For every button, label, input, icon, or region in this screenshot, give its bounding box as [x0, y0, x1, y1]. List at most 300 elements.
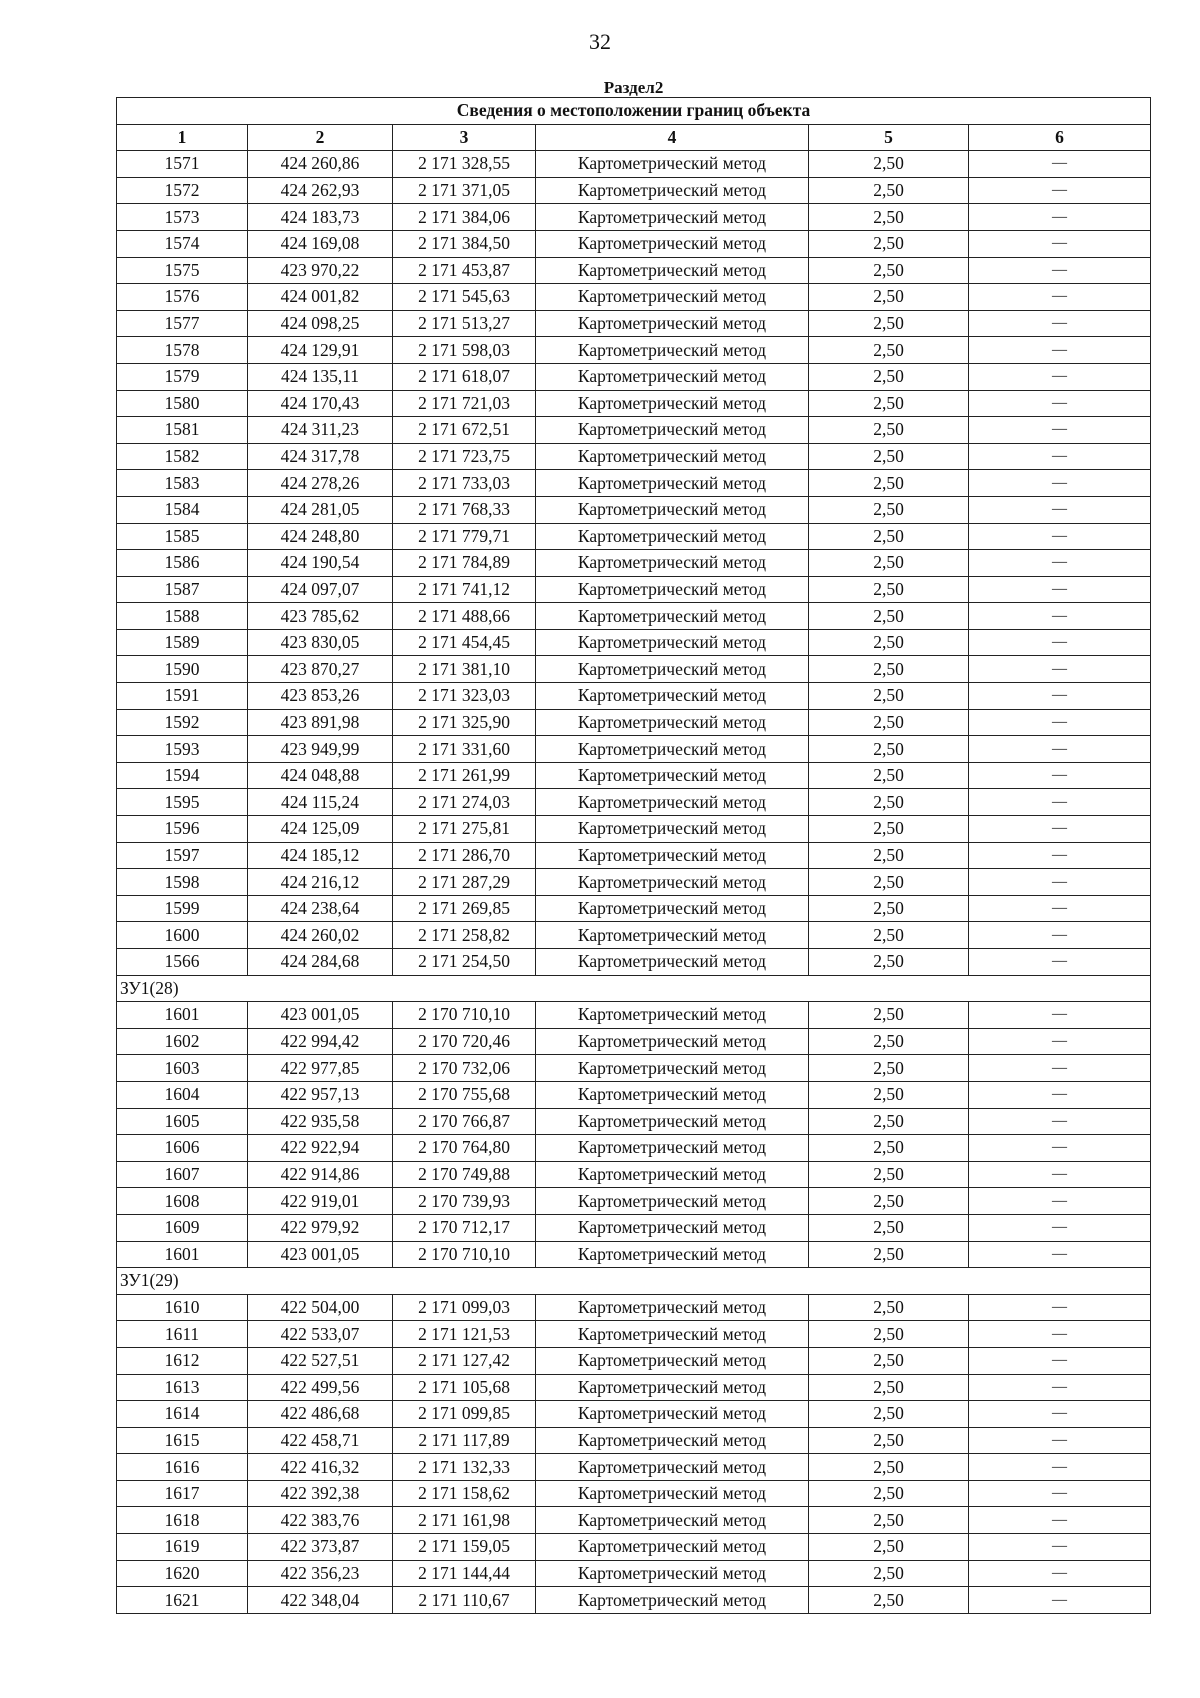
point-number-cell: 1584: [117, 496, 248, 523]
description-cell: —: [969, 1587, 1151, 1614]
description-cell: —: [969, 869, 1151, 896]
x-coordinate-cell: 424 001,82: [248, 284, 393, 311]
accuracy-cell: 2,50: [809, 470, 969, 497]
method-cell: Картометрический метод: [536, 1427, 809, 1454]
table-row: [117, 1347, 1151, 1374]
y-coordinate-cell: 2 171 453,87: [393, 257, 536, 284]
y-coordinate-cell: 2 171 733,03: [393, 470, 536, 497]
method-cell: Картометрический метод: [536, 417, 809, 444]
point-number-cell: 1588: [117, 603, 248, 630]
accuracy-cell: 2,50: [809, 363, 969, 390]
table-row: [117, 177, 1151, 204]
y-coordinate-cell: 2 171 117,89: [393, 1427, 536, 1454]
description-cell: —: [969, 257, 1151, 284]
x-coordinate-cell: 424 183,73: [248, 204, 393, 231]
x-coordinate-cell: 424 190,54: [248, 550, 393, 577]
description-cell: —: [969, 417, 1151, 444]
table-row: [117, 949, 1151, 976]
method-cell: Картометрический метод: [536, 683, 809, 710]
description-cell: —: [969, 1081, 1151, 1108]
description-cell: —: [969, 337, 1151, 364]
method-cell: Картометрический метод: [536, 1161, 809, 1188]
table-row: [117, 204, 1151, 231]
table-row: [117, 417, 1151, 444]
table-row: [117, 496, 1151, 523]
method-cell: Картометрический метод: [536, 736, 809, 763]
method-cell: Картометрический метод: [536, 550, 809, 577]
description-cell: —: [969, 470, 1151, 497]
method-cell: Картометрический метод: [536, 1294, 809, 1321]
description-cell: —: [969, 496, 1151, 523]
point-number-cell: 1597: [117, 842, 248, 869]
accuracy-cell: 2,50: [809, 1454, 969, 1481]
table-row: [117, 1241, 1151, 1268]
accuracy-cell: 2,50: [809, 1401, 969, 1428]
method-cell: Картометрический метод: [536, 1401, 809, 1428]
method-cell: Картометрический метод: [536, 1374, 809, 1401]
y-coordinate-cell: 2 171 254,50: [393, 949, 536, 976]
x-coordinate-cell: 423 830,05: [248, 629, 393, 656]
table-row: [117, 1401, 1151, 1428]
column-header: 5: [809, 124, 969, 151]
point-number-cell: 1612: [117, 1347, 248, 1374]
y-coordinate-cell: 2 171 328,55: [393, 151, 536, 178]
method-cell: Картометрический метод: [536, 204, 809, 231]
description-cell: —: [969, 1002, 1151, 1029]
method-cell: Картометрический метод: [536, 1241, 809, 1268]
accuracy-cell: 2,50: [809, 1507, 969, 1534]
point-number-cell: 1607: [117, 1161, 248, 1188]
method-cell: Картометрический метод: [536, 151, 809, 178]
x-coordinate-cell: 424 185,12: [248, 842, 393, 869]
x-coordinate-cell: 424 135,11: [248, 363, 393, 390]
x-coordinate-cell: 422 533,07: [248, 1321, 393, 1348]
accuracy-cell: 2,50: [809, 789, 969, 816]
method-cell: Картометрический метод: [536, 230, 809, 257]
method-cell: Картометрический метод: [536, 709, 809, 736]
x-coordinate-cell: 422 373,87: [248, 1534, 393, 1561]
table-row: [117, 1135, 1151, 1162]
point-number-cell: 1573: [117, 204, 248, 231]
table-row: [117, 576, 1151, 603]
y-coordinate-cell: 2 171 161,98: [393, 1507, 536, 1534]
y-coordinate-cell: 2 171 779,71: [393, 523, 536, 550]
x-coordinate-cell: 423 001,05: [248, 1002, 393, 1029]
column-header: 3: [393, 124, 536, 151]
accuracy-cell: 2,50: [809, 1534, 969, 1561]
accuracy-cell: 2,50: [809, 523, 969, 550]
table-row: [117, 1507, 1151, 1534]
method-cell: Картометрический метод: [536, 1135, 809, 1162]
accuracy-cell: 2,50: [809, 1028, 969, 1055]
method-cell: Картометрический метод: [536, 789, 809, 816]
method-cell: Картометрический метод: [536, 1454, 809, 1481]
method-cell: Картометрический метод: [536, 443, 809, 470]
section-title: Раздел2: [603, 79, 664, 97]
table-row: [117, 1427, 1151, 1454]
y-coordinate-cell: 2 171 721,03: [393, 390, 536, 417]
y-coordinate-cell: 2 171 110,67: [393, 1587, 536, 1614]
table-row: [117, 656, 1151, 683]
table-row: [117, 1081, 1151, 1108]
accuracy-cell: 2,50: [809, 1480, 969, 1507]
description-cell: —: [969, 310, 1151, 337]
accuracy-cell: 2,50: [809, 310, 969, 337]
point-number-cell: 1575: [117, 257, 248, 284]
method-cell: Картометрический метод: [536, 1188, 809, 1215]
table-row: [117, 1188, 1151, 1215]
point-number-cell: 1601: [117, 1241, 248, 1268]
x-coordinate-cell: 422 914,86: [248, 1161, 393, 1188]
table-row: [117, 1108, 1151, 1135]
point-number-cell: 1601: [117, 1002, 248, 1029]
point-number-cell: 1621: [117, 1587, 248, 1614]
table-row: [117, 762, 1151, 789]
accuracy-cell: 2,50: [809, 204, 969, 231]
table-row: [117, 523, 1151, 550]
column-header: 6: [969, 124, 1151, 151]
table-row: [117, 1214, 1151, 1241]
point-number-cell: 1610: [117, 1294, 248, 1321]
x-coordinate-cell: 424 260,86: [248, 151, 393, 178]
accuracy-cell: 2,50: [809, 1587, 969, 1614]
point-number-cell: 1582: [117, 443, 248, 470]
description-cell: —: [969, 390, 1151, 417]
method-cell: Картометрический метод: [536, 922, 809, 949]
point-number-cell: 1620: [117, 1560, 248, 1587]
method-cell: Картометрический метод: [536, 177, 809, 204]
point-number-cell: 1611: [117, 1321, 248, 1348]
y-coordinate-cell: 2 171 261,99: [393, 762, 536, 789]
description-cell: —: [969, 1241, 1151, 1268]
method-cell: Картометрический метод: [536, 257, 809, 284]
point-number-cell: 1578: [117, 337, 248, 364]
x-coordinate-cell: 422 935,58: [248, 1108, 393, 1135]
method-cell: Картометрический метод: [536, 390, 809, 417]
table-row: [117, 603, 1151, 630]
x-coordinate-cell: 423 853,26: [248, 683, 393, 710]
description-cell: —: [969, 736, 1151, 763]
y-coordinate-cell: 2 171 723,75: [393, 443, 536, 470]
point-number-cell: 1595: [117, 789, 248, 816]
description-cell: —: [969, 523, 1151, 550]
table-row: [117, 1055, 1151, 1082]
section-row: [117, 975, 1151, 1002]
accuracy-cell: 2,50: [809, 869, 969, 896]
accuracy-cell: 2,50: [809, 177, 969, 204]
y-coordinate-cell: 2 171 159,05: [393, 1534, 536, 1561]
description-cell: —: [969, 177, 1151, 204]
x-coordinate-cell: 424 311,23: [248, 417, 393, 444]
table-row: [117, 230, 1151, 257]
point-number-cell: 1614: [117, 1401, 248, 1428]
accuracy-cell: 2,50: [809, 337, 969, 364]
x-coordinate-cell: 423 870,27: [248, 656, 393, 683]
table-row: [117, 1534, 1151, 1561]
x-coordinate-cell: 422 348,04: [248, 1587, 393, 1614]
accuracy-cell: 2,50: [809, 550, 969, 577]
y-coordinate-cell: 2 171 672,51: [393, 417, 536, 444]
y-coordinate-cell: 2 171 384,50: [393, 230, 536, 257]
method-cell: Картометрический метод: [536, 1214, 809, 1241]
y-coordinate-cell: 2 171 099,03: [393, 1294, 536, 1321]
point-number-cell: 1589: [117, 629, 248, 656]
x-coordinate-cell: 424 278,26: [248, 470, 393, 497]
description-cell: —: [969, 1028, 1151, 1055]
table-body: [117, 79, 1151, 1613]
method-cell: Картометрический метод: [536, 523, 809, 550]
x-coordinate-cell: 423 970,22: [248, 257, 393, 284]
table-row: [117, 284, 1151, 311]
x-coordinate-cell: 424 125,09: [248, 816, 393, 843]
point-number-cell: 1566: [117, 949, 248, 976]
table-row: [117, 736, 1151, 763]
description-cell: —: [969, 1161, 1151, 1188]
accuracy-cell: 2,50: [809, 922, 969, 949]
accuracy-cell: 2,50: [809, 417, 969, 444]
description-cell: —: [969, 1188, 1151, 1215]
point-number-cell: 1599: [117, 895, 248, 922]
method-cell: Картометрический метод: [536, 1480, 809, 1507]
y-coordinate-cell: 2 171 275,81: [393, 816, 536, 843]
point-number-cell: 1600: [117, 922, 248, 949]
method-cell: Картометрический метод: [536, 1560, 809, 1587]
description-cell: —: [969, 762, 1151, 789]
method-cell: Картометрический метод: [536, 1055, 809, 1082]
description-cell: —: [969, 629, 1151, 656]
method-cell: Картометрический метод: [536, 629, 809, 656]
description-cell: —: [969, 1055, 1151, 1082]
y-coordinate-cell: 2 170 710,10: [393, 1002, 536, 1029]
y-coordinate-cell: 2 171 323,03: [393, 683, 536, 710]
table-row: [117, 257, 1151, 284]
accuracy-cell: 2,50: [809, 1560, 969, 1587]
table-row: [117, 310, 1151, 337]
x-coordinate-cell: 424 097,07: [248, 576, 393, 603]
point-number-cell: 1617: [117, 1480, 248, 1507]
point-number-cell: 1581: [117, 417, 248, 444]
accuracy-cell: 2,50: [809, 1241, 969, 1268]
method-cell: Картометрический метод: [536, 284, 809, 311]
y-coordinate-cell: 2 170 732,06: [393, 1055, 536, 1082]
y-coordinate-cell: 2 171 618,07: [393, 363, 536, 390]
y-coordinate-cell: 2 171 325,90: [393, 709, 536, 736]
accuracy-cell: 2,50: [809, 1374, 969, 1401]
y-coordinate-cell: 2 171 144,44: [393, 1560, 536, 1587]
description-cell: —: [969, 550, 1151, 577]
point-number-cell: 1609: [117, 1214, 248, 1241]
table-row: [117, 1028, 1151, 1055]
method-cell: Картометрический метод: [536, 310, 809, 337]
x-coordinate-cell: 424 129,91: [248, 337, 393, 364]
accuracy-cell: 2,50: [809, 1081, 969, 1108]
y-coordinate-cell: 2 170 712,17: [393, 1214, 536, 1241]
accuracy-cell: 2,50: [809, 257, 969, 284]
x-coordinate-cell: 424 248,80: [248, 523, 393, 550]
x-coordinate-cell: 422 957,13: [248, 1081, 393, 1108]
y-coordinate-cell: 2 171 381,10: [393, 656, 536, 683]
table-row: [117, 1321, 1151, 1348]
accuracy-cell: 2,50: [809, 1427, 969, 1454]
description-cell: —: [969, 1534, 1151, 1561]
accuracy-cell: 2,50: [809, 683, 969, 710]
point-number-cell: 1579: [117, 363, 248, 390]
accuracy-cell: 2,50: [809, 709, 969, 736]
accuracy-cell: 2,50: [809, 816, 969, 843]
method-cell: Картометрический метод: [536, 496, 809, 523]
method-cell: Картометрический метод: [536, 470, 809, 497]
table-row: [117, 629, 1151, 656]
accuracy-cell: 2,50: [809, 1135, 969, 1162]
accuracy-cell: 2,50: [809, 230, 969, 257]
x-coordinate-cell: 424 317,78: [248, 443, 393, 470]
y-coordinate-cell: 2 171 513,27: [393, 310, 536, 337]
coordinates-table: [116, 79, 1151, 1614]
accuracy-cell: 2,50: [809, 949, 969, 976]
x-coordinate-cell: 422 499,56: [248, 1374, 393, 1401]
description-cell: —: [969, 1427, 1151, 1454]
y-coordinate-cell: 2 170 766,87: [393, 1108, 536, 1135]
description-cell: —: [969, 576, 1151, 603]
point-number-cell: 1580: [117, 390, 248, 417]
description-cell: —: [969, 1480, 1151, 1507]
point-number-cell: 1590: [117, 656, 248, 683]
point-number-cell: 1571: [117, 151, 248, 178]
y-coordinate-cell: 2 171 127,42: [393, 1347, 536, 1374]
method-cell: Картометрический метод: [536, 603, 809, 630]
table-row: [117, 1294, 1151, 1321]
x-coordinate-cell: 422 356,23: [248, 1560, 393, 1587]
page-number: 32: [589, 29, 611, 54]
table-title: Сведения о местоположении границ объекта: [117, 98, 1151, 125]
column-header: 4: [536, 124, 809, 151]
accuracy-cell: 2,50: [809, 496, 969, 523]
description-cell: —: [969, 1374, 1151, 1401]
point-number-cell: 1587: [117, 576, 248, 603]
description-cell: —: [969, 816, 1151, 843]
y-coordinate-cell: 2 171 741,12: [393, 576, 536, 603]
accuracy-cell: 2,50: [809, 1347, 969, 1374]
accuracy-cell: 2,50: [809, 443, 969, 470]
table-row: [117, 789, 1151, 816]
method-cell: Картометрический метод: [536, 949, 809, 976]
x-coordinate-cell: 422 504,00: [248, 1294, 393, 1321]
point-number-cell: 1615: [117, 1427, 248, 1454]
point-number-cell: 1603: [117, 1055, 248, 1082]
accuracy-cell: 2,50: [809, 284, 969, 311]
method-cell: Картометрический метод: [536, 842, 809, 869]
method-cell: Картометрический метод: [536, 1081, 809, 1108]
y-coordinate-cell: 2 170 764,80: [393, 1135, 536, 1162]
point-number-cell: 1591: [117, 683, 248, 710]
method-cell: Картометрический метод: [536, 895, 809, 922]
method-cell: Картометрический метод: [536, 1534, 809, 1561]
x-coordinate-cell: 424 169,08: [248, 230, 393, 257]
table-row: [117, 1560, 1151, 1587]
accuracy-cell: 2,50: [809, 1161, 969, 1188]
section-row: [117, 1268, 1151, 1295]
description-cell: —: [969, 842, 1151, 869]
description-cell: —: [969, 1135, 1151, 1162]
x-coordinate-cell: 424 170,43: [248, 390, 393, 417]
point-number-cell: 1608: [117, 1188, 248, 1215]
description-cell: —: [969, 789, 1151, 816]
column-header: 1: [117, 124, 248, 151]
x-coordinate-cell: 424 216,12: [248, 869, 393, 896]
description-cell: —: [969, 151, 1151, 178]
description-cell: —: [969, 1507, 1151, 1534]
y-coordinate-cell: 2 171 768,33: [393, 496, 536, 523]
accuracy-cell: 2,50: [809, 1055, 969, 1082]
table-row: [117, 470, 1151, 497]
description-cell: —: [969, 656, 1151, 683]
table-row: [117, 842, 1151, 869]
method-cell: Картометрический метод: [536, 576, 809, 603]
point-number-cell: 1594: [117, 762, 248, 789]
point-number-cell: 1574: [117, 230, 248, 257]
y-coordinate-cell: 2 171 158,62: [393, 1480, 536, 1507]
y-coordinate-cell: 2 171 488,66: [393, 603, 536, 630]
description-cell: —: [969, 1347, 1151, 1374]
x-coordinate-cell: 424 098,25: [248, 310, 393, 337]
y-coordinate-cell: 2 171 784,89: [393, 550, 536, 577]
table-row: [117, 1454, 1151, 1481]
method-cell: Картометрический метод: [536, 1002, 809, 1029]
method-cell: Картометрический метод: [536, 1507, 809, 1534]
x-coordinate-cell: 422 977,85: [248, 1055, 393, 1082]
point-number-cell: 1577: [117, 310, 248, 337]
description-cell: —: [969, 204, 1151, 231]
description-cell: —: [969, 922, 1151, 949]
x-coordinate-cell: 422 979,92: [248, 1214, 393, 1241]
y-coordinate-cell: 2 170 710,10: [393, 1241, 536, 1268]
y-coordinate-cell: 2 171 331,60: [393, 736, 536, 763]
accuracy-cell: 2,50: [809, 1214, 969, 1241]
x-coordinate-cell: 424 115,24: [248, 789, 393, 816]
accuracy-cell: 2,50: [809, 736, 969, 763]
y-coordinate-cell: 2 170 739,93: [393, 1188, 536, 1215]
table-row: [117, 895, 1151, 922]
x-coordinate-cell: 424 281,05: [248, 496, 393, 523]
y-coordinate-cell: 2 171 258,82: [393, 922, 536, 949]
method-cell: Картометрический метод: [536, 1108, 809, 1135]
description-cell: —: [969, 1294, 1151, 1321]
y-coordinate-cell: 2 170 755,68: [393, 1081, 536, 1108]
point-number-cell: 1596: [117, 816, 248, 843]
y-coordinate-cell: 2 171 598,03: [393, 337, 536, 364]
y-coordinate-cell: 2 171 545,63: [393, 284, 536, 311]
y-coordinate-cell: 2 171 121,53: [393, 1321, 536, 1348]
x-coordinate-cell: 424 048,88: [248, 762, 393, 789]
method-cell: Картометрический метод: [536, 869, 809, 896]
point-number-cell: 1593: [117, 736, 248, 763]
x-coordinate-cell: 422 458,71: [248, 1427, 393, 1454]
description-cell: —: [969, 683, 1151, 710]
description-cell: —: [969, 1454, 1151, 1481]
x-coordinate-cell: 422 392,38: [248, 1480, 393, 1507]
y-coordinate-cell: 2 170 749,88: [393, 1161, 536, 1188]
description-cell: —: [969, 603, 1151, 630]
description-cell: —: [969, 949, 1151, 976]
table-row: [117, 443, 1151, 470]
point-number-cell: 1616: [117, 1454, 248, 1481]
description-cell: —: [969, 1560, 1151, 1587]
x-coordinate-cell: 423 891,98: [248, 709, 393, 736]
table-row: [117, 816, 1151, 843]
x-coordinate-cell: 422 383,76: [248, 1507, 393, 1534]
x-coordinate-cell: 424 238,64: [248, 895, 393, 922]
table-row: [117, 683, 1151, 710]
